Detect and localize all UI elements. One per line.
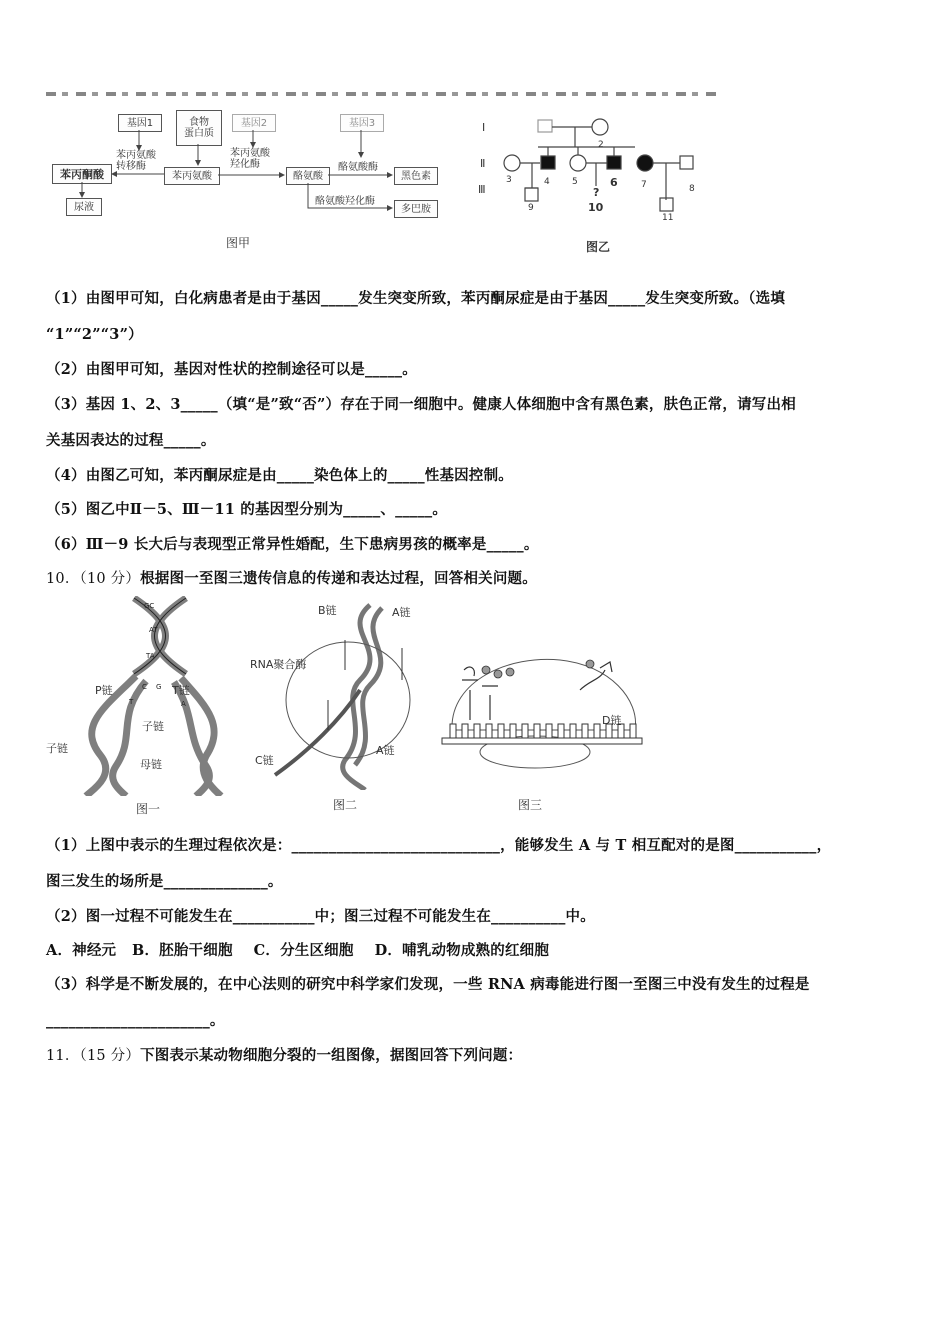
q10-heading — [46, 567, 537, 588]
q9-part1-cont: “1”“2”“3”） — [46, 326, 143, 343]
node-8: 8 — [689, 184, 695, 194]
label-b-chain: B链 — [318, 604, 337, 617]
label-d-chain: D链 — [602, 714, 622, 727]
caption-jia: 图甲 — [226, 236, 251, 250]
q11-title: 下图表示某动物细胞分裂的一组图像，据图回答下列问题： — [140, 1047, 523, 1064]
box-gene1: 基因1 — [118, 114, 162, 132]
base-t: T — [129, 698, 134, 706]
transcription-diagram — [270, 600, 440, 790]
pedigree-chart — [490, 110, 710, 220]
base-g: G — [156, 683, 162, 691]
label-child-chain-left: 子链 — [46, 742, 68, 755]
q10-part3-cont: ______________________。 — [46, 1012, 225, 1029]
box-urine: 尿液 — [66, 198, 102, 216]
label-c-chain: C链 — [255, 754, 274, 767]
box-food-protein: 食物 蛋白质 — [176, 110, 222, 146]
base-c: C — [142, 683, 147, 691]
label-tyrosinase: 酪氨酸酶 — [338, 162, 378, 173]
box-tyrosine: 酪氨酸 — [286, 167, 330, 185]
node-10: 10 — [588, 201, 604, 214]
node-q: ? — [593, 186, 600, 199]
q10-options: A．神经元 B．胚胎干细胞 C．分生区细胞 D．哺乳动物成熟的红细胞 — [46, 942, 550, 959]
q9-part2: （2）由图甲可知，基因对性状的控制途径可以是_____。 — [46, 361, 417, 378]
label-a-chain-top: A链 — [392, 606, 411, 619]
node-7: 7 — [641, 180, 647, 190]
q10-part2: （2）图一过程不可能发生在___________中；图三过程不可能发生在__________中。 — [46, 908, 595, 925]
caption-fig1: 图一 — [136, 802, 161, 816]
q10-part3: （3）科学是不断发展的，在中心法则的研究中科学家们发现，一些 RNA 病毒能进行图一至图三中没有发生的过程是 — [46, 976, 810, 993]
caption-fig3: 图三 — [518, 798, 543, 812]
q11-number: 11．（15 分） — [46, 1048, 141, 1064]
bp-at: AT — [149, 626, 158, 634]
node-5: 5 — [572, 177, 578, 187]
box-phenylalanine: 苯丙氨酸 — [164, 167, 220, 185]
label-p-chain: P链 — [95, 684, 113, 697]
bp-ta: TA — [146, 652, 155, 660]
node-6: 6 — [610, 176, 618, 189]
gen-I: Ⅰ — [482, 121, 486, 134]
box-phenylpyruvate: 苯丙酮酸 — [52, 164, 112, 184]
box-gene3: 基因3 — [340, 114, 384, 132]
node-11: 11 — [662, 213, 674, 220]
label-rna-polymerase: RNA聚合酶 — [250, 658, 307, 671]
label-mother-chain: 母链 — [140, 758, 162, 771]
label-phe-hydroxylase: 苯丙氨酸 羟化酶 — [230, 148, 270, 170]
q10-number: 10．（10 分） — [46, 571, 141, 587]
q10-title: 根据图一至图三遗传信息的传递和表达过程，回答相关问题。 — [140, 570, 537, 587]
q10-part1-cont: 图三发生的场所是______________。 — [46, 873, 283, 890]
base-a: A — [181, 700, 186, 708]
q9-part4: （4）由图乙可知，苯丙酮尿症是由_____染色体上的_____性基因控制。 — [46, 467, 513, 484]
node-2: 2 — [598, 140, 604, 150]
caption-fig2: 图二 — [333, 798, 358, 812]
q9-part5: （5）图乙中Ⅱ－5、Ⅲ－11 的基因型分别为_____、_____。 — [46, 501, 448, 518]
bp-gc: GC — [144, 602, 155, 610]
box-dopamine: 多巴胺 — [394, 200, 438, 218]
label-child-chain: 子链 — [142, 720, 164, 733]
label-phe-transaminase: 苯丙氨酸 转移酶 — [116, 150, 156, 172]
label-a-chain-bottom: A链 — [376, 744, 395, 757]
node-3: 3 — [506, 175, 512, 185]
node-4: 4 — [544, 177, 550, 187]
flowchart-arrows — [0, 0, 480, 260]
q9-part6: （6）Ⅲ－9 长大后与表现型正常异性婚配，生下患病男孩的概率是_____。 — [46, 536, 539, 553]
gen-II: Ⅱ — [480, 157, 486, 170]
q9-part3-cont: 关基因表达的过程_____。 — [46, 432, 216, 449]
q11-heading — [46, 1044, 522, 1065]
box-gene2: 基因2 — [232, 114, 276, 132]
q9-part3: （3）基因 1、2、3_____（填“是”致“否”）存在于同一细胞中。健康人体细胞中含有黑色素，肤色正常，请写出相 — [46, 396, 796, 413]
q10-part1: （1）上图中表示的生理过程依次是：____________________________，能够发生 A 与 T 相互配对的是图___________， — [46, 837, 832, 854]
q9-part1: （1）由图甲可知，白化病患者是由于基因_____发生突变所致，苯丙酮尿症是由于基因_____发生突变所致。（选填 — [46, 290, 786, 307]
gen-III: Ⅲ — [478, 183, 486, 196]
box-melanin: 黑色素 — [394, 167, 438, 185]
caption-yi: 图乙 — [586, 240, 611, 254]
node-9: 9 — [528, 203, 534, 213]
label-t-chain: T链 — [172, 684, 190, 697]
label-tyr-hydroxylase: 酪氨酸羟化酶 — [315, 196, 375, 207]
